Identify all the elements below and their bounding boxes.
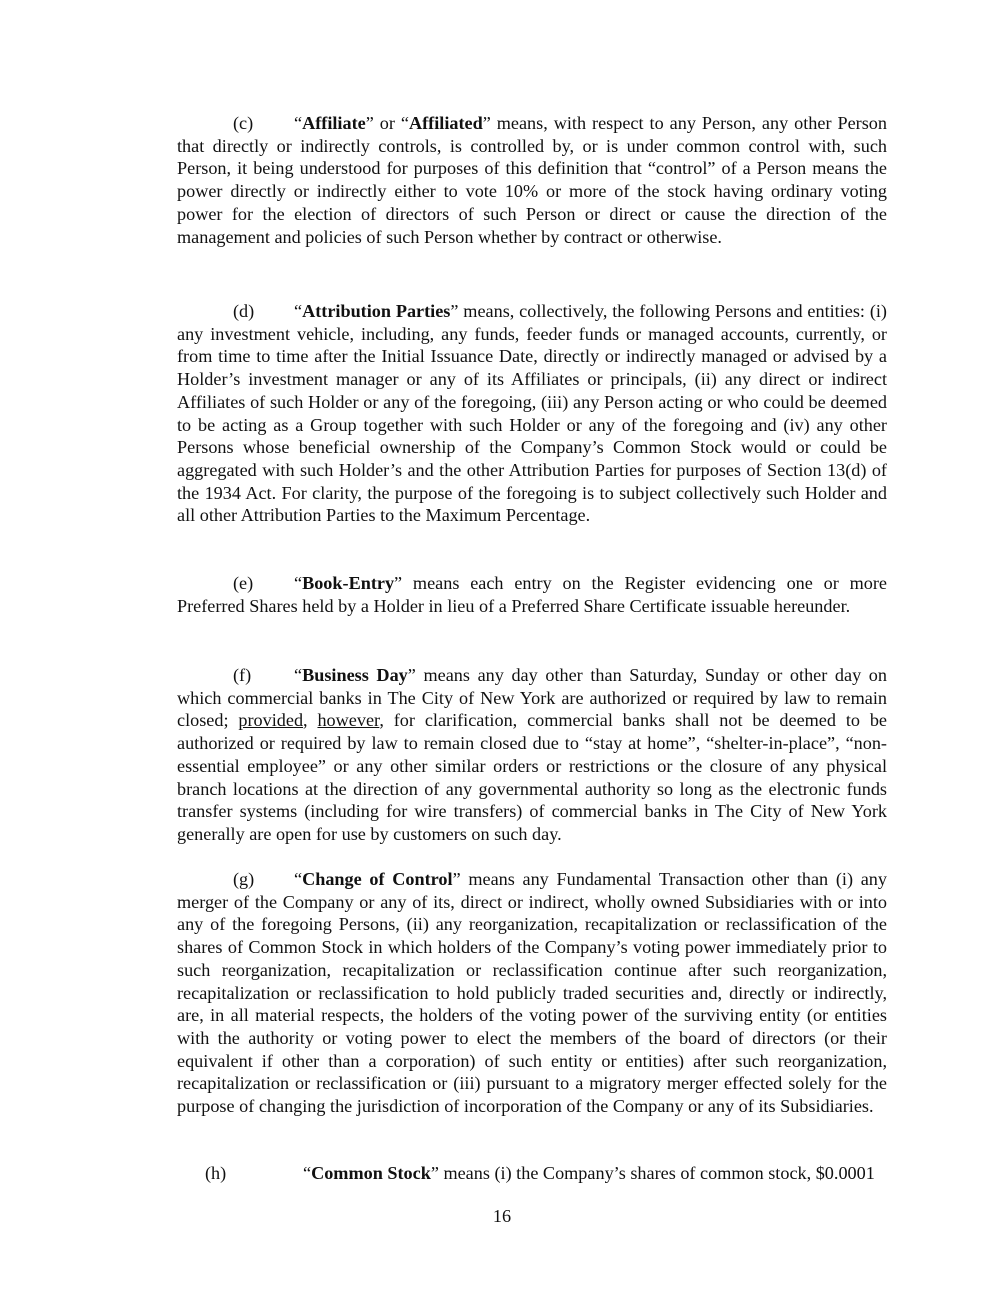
however-term: however (317, 710, 380, 731)
defined-term: Attribution Parties (302, 301, 451, 321)
definition-label: (f) (233, 665, 252, 685)
definition-label: (c) (233, 113, 254, 133)
provided-term: provided (238, 710, 304, 731)
definition-attribution-parties: (d) “Attribution Parties” means, collectively, the following Persons and entities: (i) any investment vehicle, including, any funds, feeder funds or managed accounts, currently, or from time to time after the Initial Issuance Date, directly or indirectly managed or advised by a Holder’s investment manager or any of its Affiliates or principals, (ii) any direct or indirect Affiliates of such Holder or any of the foregoing, (iii) any Person acting or who could be deemed to be acting as a Group together with such Holder or any of the foregoing and (iv) any other Persons whose beneficial ownership of the Company’s Common Stock would or could be aggregated with such Holder’s and the other Attribution Parties for purposes of Section 13(d) of the 1934 Act. For clarity, the purpose of the foregoing is to subject collectively such Holder and all other Attribution Parties to the Maximum Percentage. (177, 301, 887, 526)
definition-body: ” means each entry on the Register evidencing one or more Preferred Shares held by a Holder in lieu of a Preferred Share Certificate issuable hereunder. (177, 573, 887, 616)
definition-body: ” means, with respect to any Person, any other Person that directly or indirectly controls, is controlled by, or is under common control with, such Person, it being understood for purposes of this definition that “control” of a Person means the power directly or indirectly either to vote 10% or more of the stock having ordinary voting power for the election of directors of such Person or direct or cause the direction of the management and policies of such Person whether by contract or otherwise. (177, 113, 887, 247)
definition-label: (d) (233, 301, 255, 321)
defined-term: Affiliate (302, 113, 366, 133)
defined-term: Affiliated (408, 113, 483, 133)
definition-body: ” means (i) the Company’s shares of common stock, $0.0001 (430, 1163, 875, 1183)
definition-body: ” means, collectively, the following Persons and entities: (i) any investment vehicle, including, any funds, feeder funds or managed accounts, currently, or from time to time after the Initial Issuance Date, directly or indirectly managed or advised by a Holder’s investment manager or any of its Affiliates or principals, (ii) any direct or indirect Affiliates of such Holder or any of the foregoing, (iii) any Person acting or who could be deemed to be acting as a Group together with such Holder or any of the foregoing and (iv) any other Persons whose beneficial ownership of the Company’s Common Stock would or could be aggregated with such Holder’s and the other Attribution Parties for purposes of Section 13(d) of the 1934 Act. For clarity, the purpose of the foregoing is to subject collectively such Holder and all other Attribution Parties to the Maximum Percentage. (177, 301, 887, 526)
definition-book-entry: (e) “Book-Entry” means each entry on the Register evidencing one or more Preferred Shares held by a Holder in lieu of a Preferred Share Certificate issuable hereunder. (177, 573, 887, 616)
definition-label: (e) (233, 573, 254, 593)
defined-term: Common Stock (311, 1163, 431, 1183)
definition-label: (g) (233, 869, 255, 889)
definition-business-day: (f) “Business Day” means any day other than Saturday, Sunday or other day on which commercial banks in The City of New York are authorized or required by law to remain closed; provided, however, for clarification, commercial banks shall not be deemed to be authorized or required by law to remain closed due to “stay at home”, “shelter-in-place”, “non-essential employee” or any other similar orders or restrictions or the closure of any physical branch locations at the direction of any governmental authority so long as the electronic funds transfer systems (including for wire transfers) of commercial banks in The City of New York generally are open for use by customers on such day. (177, 665, 887, 844)
definition-body: ” means any day other than Saturday, Sunday or other day on which commercial banks in The City of New York are authorized or required by law to remain closed; (177, 665, 887, 731)
defined-term: Change of Control (302, 869, 453, 889)
page-number: 16 (492, 1206, 512, 1226)
definition-affiliate: (c) “Affiliate” or “Affiliated” means, with respect to any Person, any other Person that directly or indirectly controls, is controlled by, or is under common control with, such Person, it being understood for purposes of this definition that “control” of a Person means the power directly or indirectly either to vote 10% or more of the stock having ordinary voting power for the election of directors of such Person or direct or cause the direction of the management and policies of such Person whether by contract or otherwise. (177, 113, 887, 247)
defined-term: Business Day (302, 665, 408, 685)
definition-label: (h) (205, 1163, 227, 1183)
definition-body: ” means any Fundamental Transaction other than (i) any merger of the Company or any of its, direct or indirect, wholly owned Subsidiaries with or into any of the foregoing Persons, (ii) any reorganization, recapitalization or reclassification of the shares of Common Stock in which holders of the Company’s voting power immediately prior to such reorganization, recapitalization or reclassification continue after such reorganization, recapitalization or reclassification to hold publicly traded securities and, directly or indirectly, are, in all material respects, the holders of the voting power of the surviving entity (or entities with the authority or voting power to elect the members of the board of directors (or their equivalent if other than a corporation) of such entity or entities) after such reorganization, recapitalization or reclassification or (iii) pursuant to a migratory merger effected solely for the purpose of changing the jurisdiction of incorporation of the Company or any of its Subsidiaries. (177, 869, 887, 1117)
definition-common-stock: (h) “Common Stock” means (i) the Company’s shares of common stock, $0.0001 (205, 1163, 875, 1183)
definition-body: , for clarification, commercial banks shall not be deemed to be authorized or required by law to remain closed due to “stay at home”, “shelter-in-place”, “non-essential employee” or any other similar orders or restrictions or the closure of any physical branch locations at the direction of any governmental authority so long as the electronic funds transfer systems (including for wire transfers) of commercial banks in The City of New York generally are open for use by customers on such day. (177, 710, 887, 844)
definition-change-of-control: (g) “Change of Control” means any Fundamental Transaction other than (i) any merger of the Company or any of its, direct or indirect, wholly owned Subsidiaries with or into any of the foregoing Persons, (ii) any reorganization, recapitalization or reclassification of the shares of Common Stock in which holders of the Company’s voting power immediately prior to such reorganization, recapitalization or reclassification continue after such reorganization, recapitalization or reclassification to hold publicly traded securities and, directly or indirectly, are, in all material respects, the holders of the voting power of the surviving entity (or entities with the authority or voting power to elect the members of the board of directors (or their equivalent if other than a corporation) of such entity or entities) after such reorganization, recapitalization or reclassification or (iii) pursuant to a migratory merger effected solely for the purpose of changing the jurisdiction of incorporation of the Company or any of its Subsidiaries. (177, 869, 887, 1117)
defined-term: Book-Entry (302, 573, 395, 593)
